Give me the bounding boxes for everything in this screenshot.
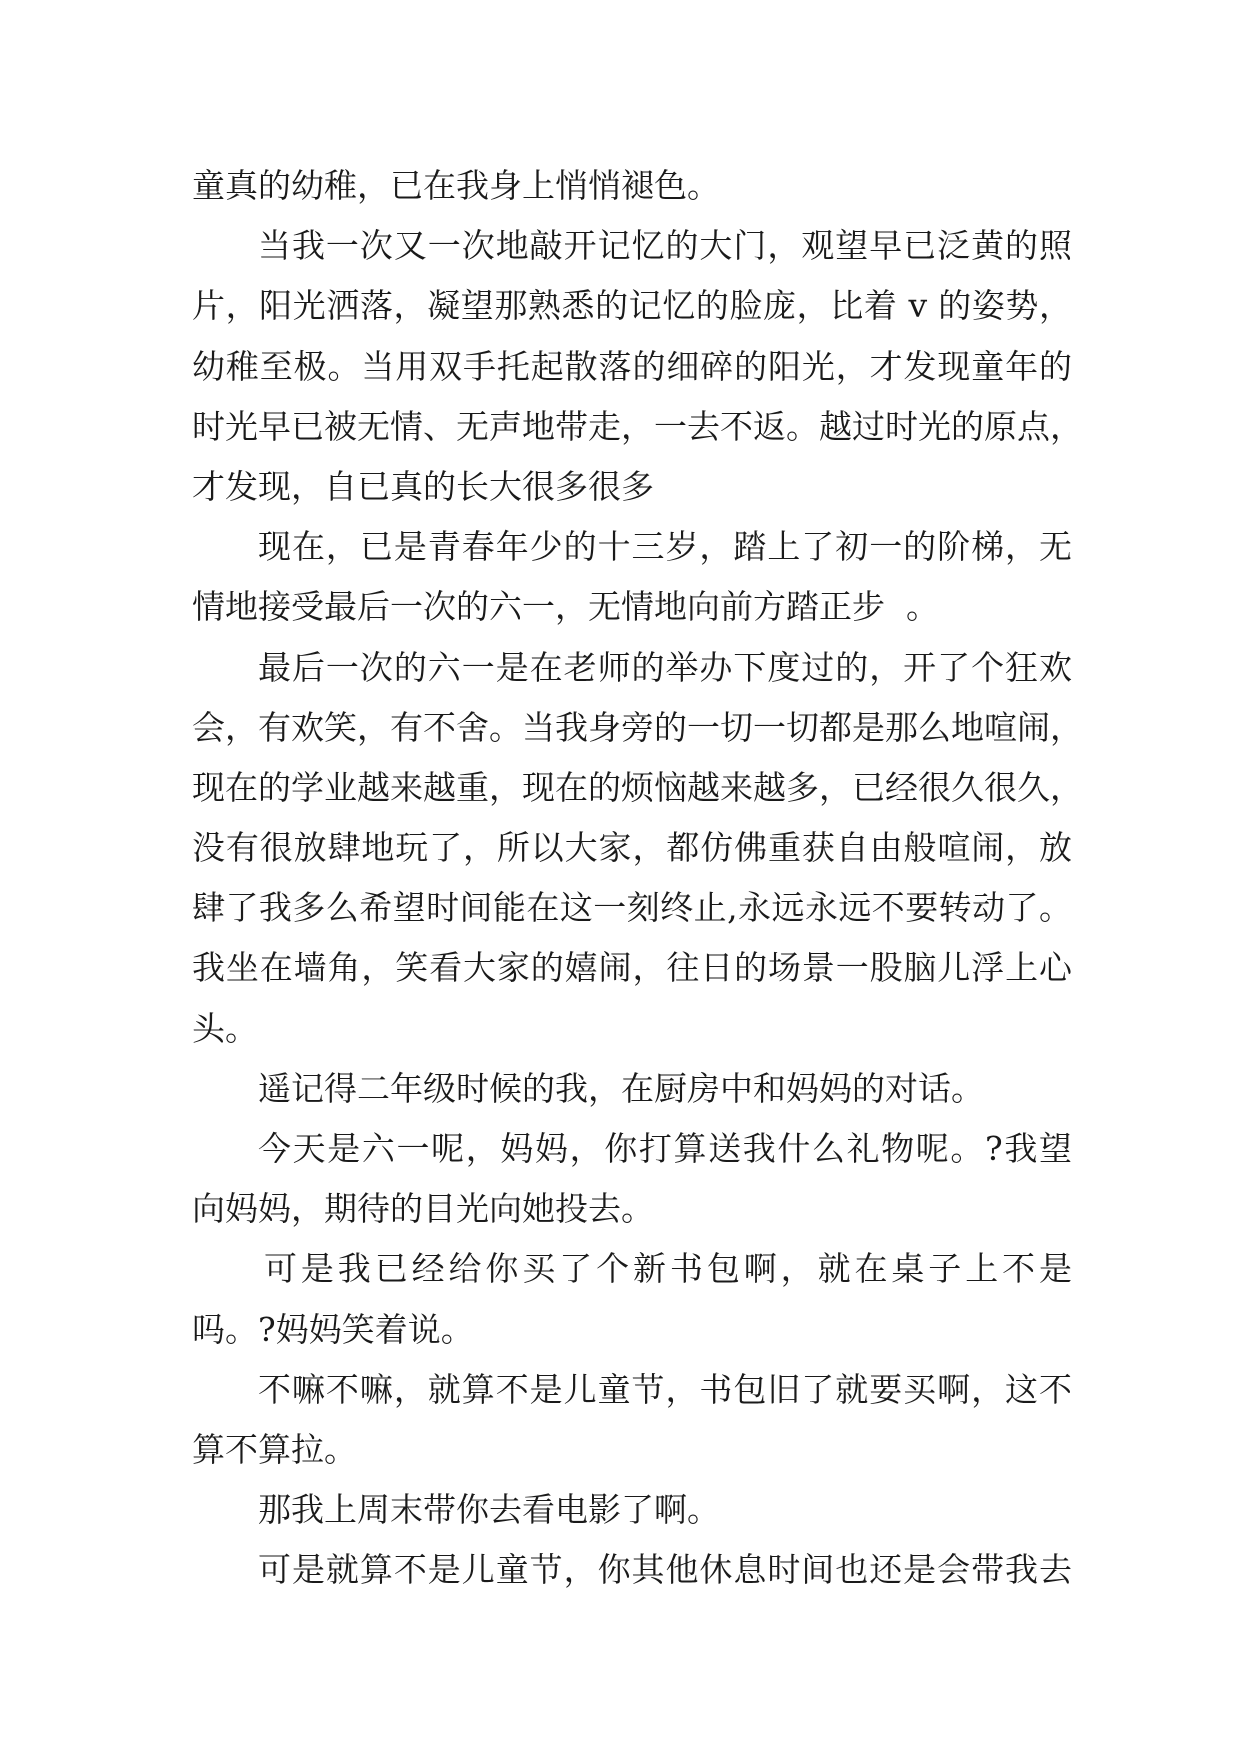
paragraph-first-line: 那我上周末带你去看电影了啊。 (258, 1490, 720, 1530)
text-line: 我坐在墙角，笑看大家的嬉闹，往日的场景一股脑儿浮上心 (192, 948, 1072, 988)
text-line: 时光早已被无情、无声地带走，一去不返。越过时光的原点， (192, 406, 1083, 446)
paragraph-first-line: 遥记得二年级时候的我，在厨房中和妈妈的对话。 (258, 1068, 984, 1108)
paragraph-first-line: 可是就算不是儿童节，你其他休息时间也还是会带我去 (258, 1550, 1072, 1590)
text-line: 幼稚至极。当用双手托起散落的细碎的阳光，才发现童年的 (192, 346, 1072, 386)
text-line: 头。 (192, 1008, 258, 1048)
paragraph-first-line: 今天是六一呢，妈妈，你打算送我什么礼物呢。?我望 (258, 1129, 1072, 1168)
text-line: 吗。?妈妈笑着说。 (192, 1309, 474, 1349)
text-line: 情地接受最后一次的六一，无情地向前方踏正步 。 (192, 587, 939, 627)
text-line: 肆了我多么希望时间能在这一刻终止,永远永远不要转动了。 (192, 888, 1072, 928)
text-line: 会，有欢笑，有不舍。当我身旁的一切一切都是那么地喧闹， (192, 707, 1083, 747)
essay-body (192, 156, 1083, 1601)
text-line: 才发现，自已真的长大很多很多 (192, 466, 654, 506)
text-line: 算不算拉。 (192, 1429, 357, 1469)
paragraph-first-line: 最后一次的六一是在老师的举办下度过的，开了个狂欢 (258, 647, 1072, 687)
paragraph-first-line: 现在，已是青春年少的十三岁，踏上了初一的阶梯，无 (258, 527, 1072, 567)
text-line: 没有很放肆地玩了，所以大家，都仿佛重获自由般喧闹，放 (192, 828, 1072, 868)
paragraph-first-line: 当我一次又一次地敲开记忆的大门，观望早已泛黄的照 (258, 226, 1072, 266)
text-line: 片，阳光洒落，凝望那熟悉的记忆的脸庞，比着 v 的姿势， (192, 286, 1072, 326)
text-line: 童真的幼稚，已在我身上悄悄褪色。 (192, 166, 720, 205)
text-line: 现在的学业越来越重，现在的烦恼越来越多，已经很久很久， (192, 767, 1083, 807)
paragraph-first-line: 不嘛不嘛，就算不是儿童节，书包旧了就要买啊，这不 (258, 1369, 1072, 1409)
text-line: 向妈妈，期待的目光向她投去。 (192, 1189, 654, 1229)
paragraph-first-line: 可是我已经给你买了个新书包啊，就在桌子上不是 (264, 1249, 1072, 1289)
